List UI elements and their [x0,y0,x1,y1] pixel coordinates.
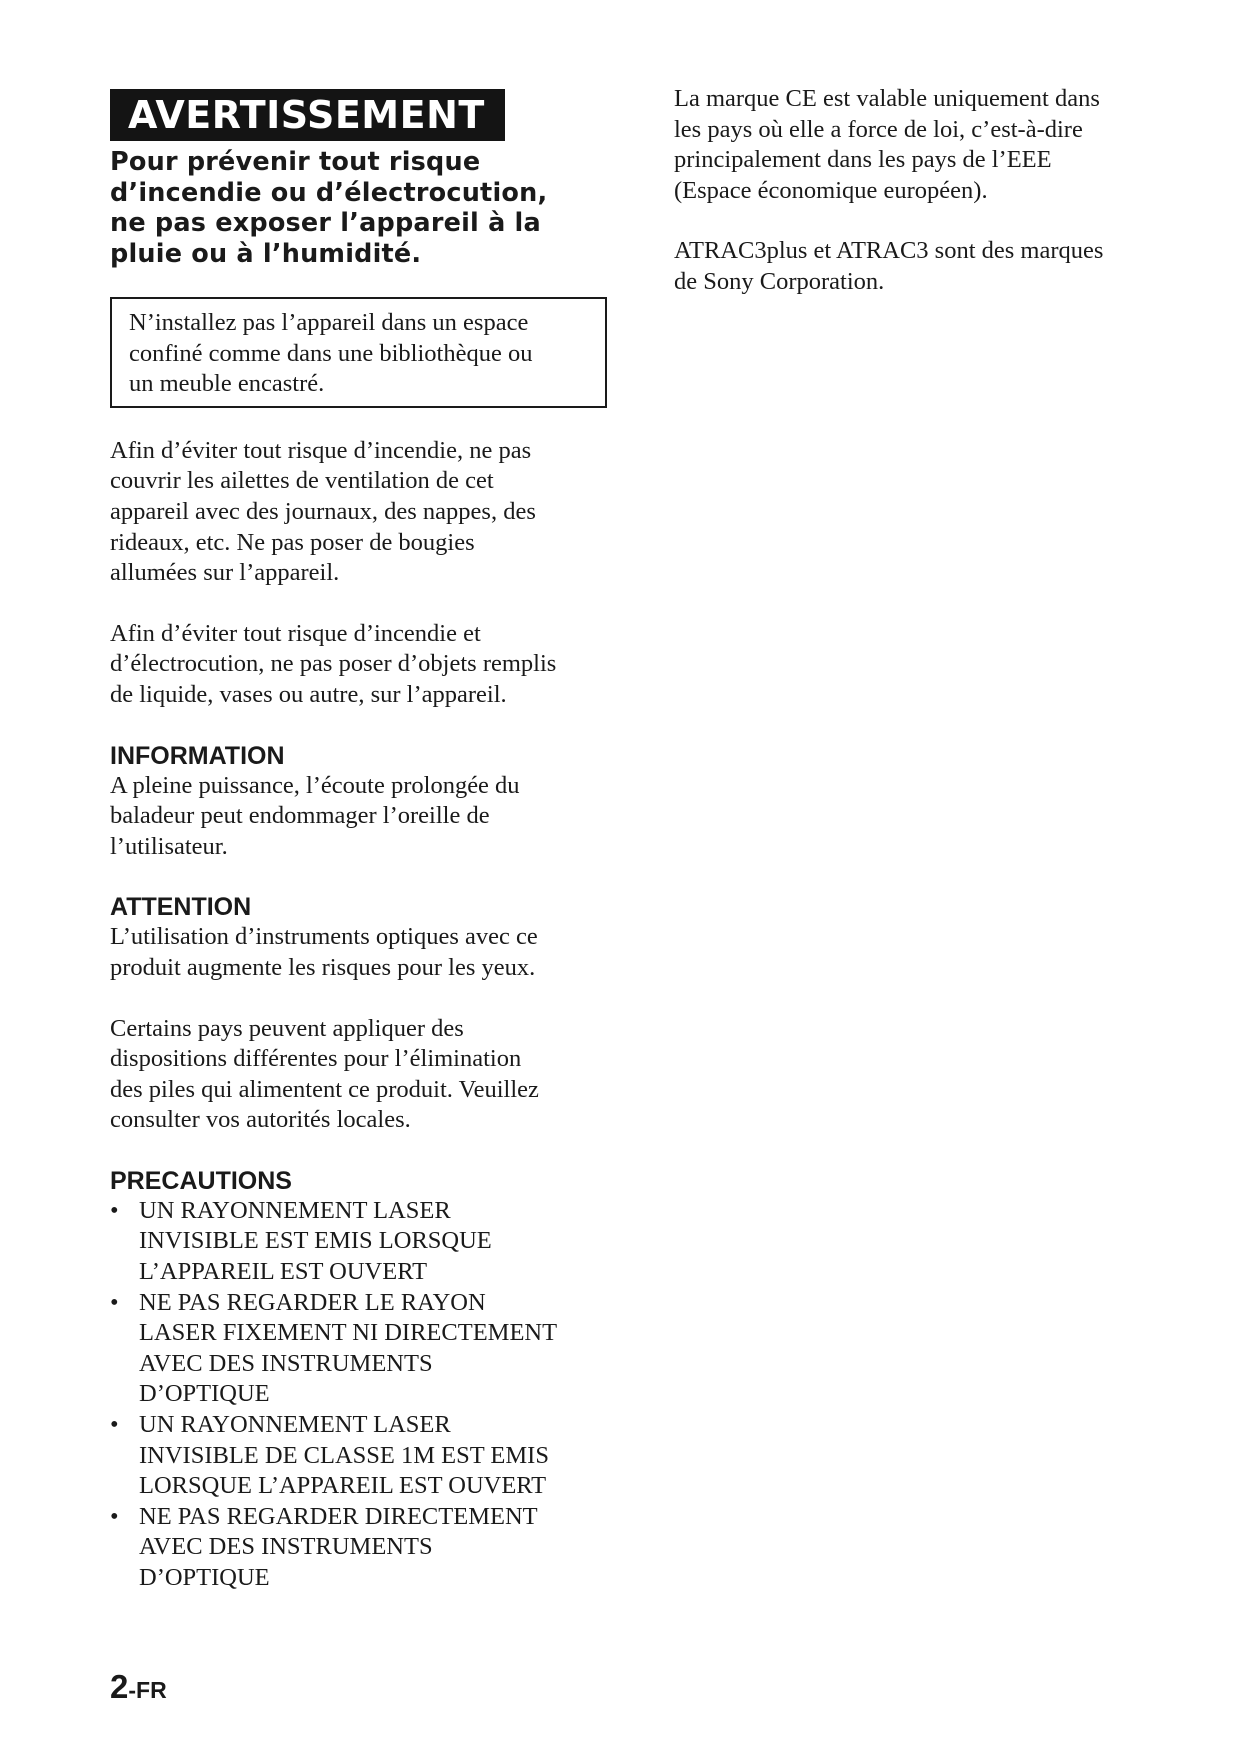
text-line: UN RAYONNEMENT LASER [139,1196,451,1224]
precaution-item [110,1410,610,1502]
text-line: dispositions différentes pour l’élimination [110,1045,522,1073]
text-line: baladeur peut endommager l’oreille de [110,802,490,830]
text-line: NE PAS REGARDER LE RAYON [139,1288,486,1316]
attention-heading: ATTENTION [110,893,252,922]
text-line: D’OPTIQUE [139,1564,270,1591]
left-column [110,89,610,1594]
text-line: produit augmente les risques pour les yeux. [110,953,536,981]
text-line: NE PAS REGARDER DIRECTEMENT [139,1502,538,1530]
text-line: appareil avec des journaux, des nappes, des [110,497,536,525]
text-line: pluie ou à l’humidité. [110,238,422,269]
text-line: INVISIBLE DE CLASSE 1M EST EMIS [139,1441,549,1469]
precaution-item-text [139,1289,557,1408]
precaution-item [110,1288,610,1410]
text-line: N’installez pas l’appareil dans un espace [129,309,529,336]
text-line: LASER FIXEMENT NI DIRECTEMENT [139,1319,558,1347]
precautions-heading: PRECAUTIONS [110,1166,292,1195]
ce-mark-text [674,84,1174,206]
precaution-item-text [139,1411,549,1499]
text-line: AVEC DES INSTRUMENTS [139,1533,433,1561]
text-line: de liquide, vases ou autre, sur l’appareil. [110,680,507,708]
text-line: ATRAC3plus et ATRAC3 sont des marques [674,237,1104,265]
text-line: L’utilisation d’instruments optiques avec ce [110,923,538,951]
text-line: un meuble encastré. [129,370,325,398]
page-number [110,1668,167,1706]
text-line: Afin d’éviter tout risque d’incendie, ne pas [110,436,532,464]
battery-disposal-text [110,1014,610,1136]
page-number-value: 2 [110,1668,129,1705]
text-line: L’APPAREIL EST OUVERT [139,1258,428,1286]
text-line: Afin d’éviter tout risque d’incendie et [110,619,481,647]
text-line: l’utilisateur. [110,832,228,860]
precaution-item [110,1502,610,1594]
bullet-icon: • [110,1288,119,1316]
bullet-icon: • [110,1502,119,1530]
information-heading: INFORMATION [110,741,285,770]
precaution-item-text [139,1503,538,1591]
text-line: de Sony Corporation. [674,267,885,295]
page-language-suffix: -FR [128,1677,167,1703]
text-line: A pleine puissance, l’écoute prolongée du [110,771,520,799]
text-line: les pays où elle a force de loi, c’est-à-dire [674,115,1083,143]
ventilation-warning [110,436,610,589]
text-line: des piles qui alimentent ce produit. Veuillez [110,1075,539,1103]
text-line: rideaux, etc. Ne pas poser de bougies [110,528,475,556]
text-line: LORSQUE L’APPAREIL EST OUVERT [139,1472,547,1500]
text-line: principalement dans les pays de l’EEE [674,146,1052,174]
text-line: AVEC DES INSTRUMENTS [139,1349,433,1377]
installation-notice-box [110,297,607,408]
liquid-warning [110,619,610,711]
bullet-icon: • [110,1196,119,1224]
text-line: ne pas exposer l’appareil à la [110,208,541,238]
right-column [674,84,1174,298]
text-line: d’incendie ou d’électrocution, [110,177,548,208]
information-text [110,771,610,863]
text-line: (Espace économique européen). [674,176,988,204]
precaution-item [110,1196,610,1288]
text-line: Pour prévenir tout risque [110,147,481,177]
installation-notice-text [129,308,589,400]
text-line: D’OPTIQUE [139,1380,270,1408]
warning-title: AVERTISSEMENT [110,89,505,141]
trademark-text [674,236,1174,297]
bullet-icon: • [110,1411,119,1439]
warning-subtitle [110,147,610,269]
text-line: d’électrocution, ne pas poser d’objets remplis [110,650,557,678]
text-line: INVISIBLE EST EMIS LORSQUE [139,1227,492,1255]
text-line: La marque CE est valable uniquement dans [674,85,1100,112]
text-line: consulter vos autorités locales. [110,1106,411,1134]
text-line: confiné comme dans une bibliothèque ou [129,339,533,367]
attention-text [110,922,610,983]
text-line: allumées sur l’appareil. [110,559,340,587]
precaution-item-text [139,1197,492,1285]
text-line: Certains pays peuvent appliquer des [110,1014,464,1042]
precautions-list [110,1196,610,1594]
text-line: couvrir les ailettes de ventilation de cet [110,467,494,495]
text-line: UN RAYONNEMENT LASER [139,1411,451,1439]
